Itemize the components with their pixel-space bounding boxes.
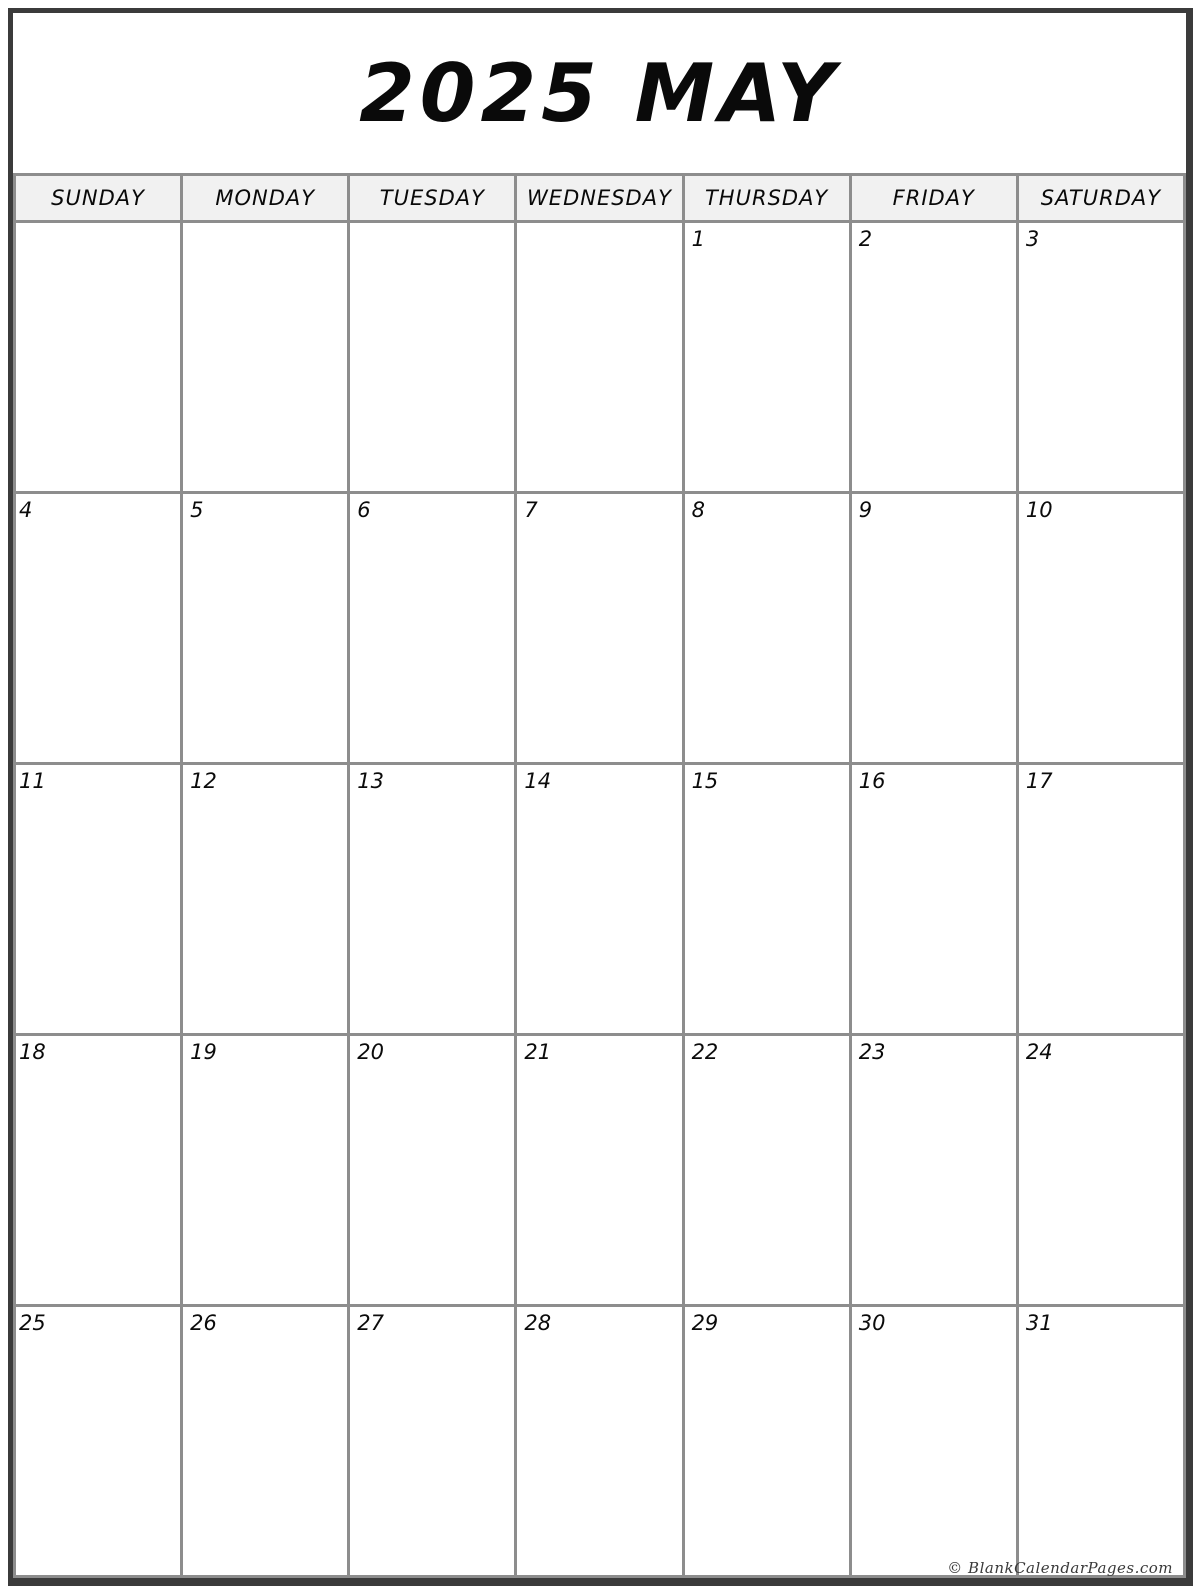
day-cell-1 (685, 223, 849, 491)
day-number: 18 (19, 1040, 46, 1064)
day-cell-21 (517, 1036, 681, 1304)
day-cell-31 (1019, 1307, 1183, 1575)
weekday-header-wednesday: WEDNESDAY (517, 176, 681, 220)
calendar-title: 2025 MAY (359, 46, 840, 140)
weekday-header-tuesday: TUESDAY (350, 176, 514, 220)
day-number: 7 (524, 498, 538, 522)
day-cell-24 (1019, 1036, 1183, 1304)
empty-day-cell (517, 223, 681, 491)
day-number: 10 (1025, 498, 1053, 522)
day-number: 24 (1025, 1040, 1053, 1064)
day-cell-8 (685, 494, 849, 762)
day-cell-25 (16, 1307, 180, 1575)
day-cell-20 (350, 1036, 514, 1304)
day-number: 9 (858, 498, 873, 522)
day-cell-16 (852, 765, 1016, 1033)
day-cell-30 (852, 1307, 1016, 1575)
day-cell-14 (517, 765, 681, 1033)
day-number: 19 (190, 1040, 217, 1064)
empty-day-cell (350, 223, 514, 491)
watermark-credit: © BlankCalendarPages.com (947, 1559, 1173, 1577)
day-cell-4 (16, 494, 180, 762)
day-cell-27 (350, 1307, 514, 1575)
calendar-grid (13, 173, 1186, 1578)
day-number: 22 (691, 1040, 719, 1064)
day-number: 29 (691, 1311, 719, 1335)
day-cell-6 (350, 494, 514, 762)
day-cell-5 (183, 494, 347, 762)
day-number: 16 (858, 769, 886, 793)
day-number: 17 (1025, 769, 1053, 793)
empty-day-cell (183, 223, 347, 491)
weekday-header-sunday: SUNDAY (16, 176, 180, 220)
day-number: 26 (190, 1311, 217, 1335)
day-cell-13 (350, 765, 514, 1033)
day-number: 25 (19, 1311, 46, 1335)
day-number: 27 (357, 1311, 385, 1335)
day-cell-19 (183, 1036, 347, 1304)
day-number: 21 (524, 1040, 552, 1064)
day-number: 31 (1025, 1311, 1053, 1335)
day-number: 4 (19, 498, 33, 522)
day-number: 6 (357, 498, 371, 522)
day-number: 1 (691, 227, 705, 251)
day-cell-22 (685, 1036, 849, 1304)
weekday-header-thursday: THURSDAY (685, 176, 849, 220)
day-number: 28 (524, 1311, 552, 1335)
day-number: 14 (524, 769, 552, 793)
day-number: 13 (357, 769, 385, 793)
day-cell-3 (1019, 223, 1183, 491)
day-cell-23 (852, 1036, 1016, 1304)
day-number: 5 (190, 498, 204, 522)
day-cell-26 (183, 1307, 347, 1575)
day-number: 3 (1025, 227, 1040, 251)
day-number: 11 (19, 769, 46, 793)
empty-day-cell (16, 223, 180, 491)
day-number: 20 (357, 1040, 385, 1064)
day-number: 8 (691, 498, 705, 522)
day-cell-11 (16, 765, 180, 1033)
day-number: 23 (858, 1040, 886, 1064)
day-cell-10 (1019, 494, 1183, 762)
weekday-header-friday: FRIDAY (852, 176, 1016, 220)
day-number: 15 (691, 769, 719, 793)
day-cell-15 (685, 765, 849, 1033)
day-cell-7 (517, 494, 681, 762)
day-cell-28 (517, 1307, 681, 1575)
calendar-frame (8, 8, 1193, 1586)
day-number: 2 (858, 227, 873, 251)
day-cell-17 (1019, 765, 1183, 1033)
day-cell-2 (852, 223, 1016, 491)
day-number: 30 (858, 1311, 886, 1335)
day-cell-18 (16, 1036, 180, 1304)
day-cell-12 (183, 765, 347, 1033)
day-number: 12 (190, 769, 217, 793)
day-cell-29 (685, 1307, 849, 1575)
title-area (13, 13, 1186, 173)
day-cell-9 (852, 494, 1016, 762)
weekday-header-saturday: SATURDAY (1019, 176, 1183, 220)
weekday-header-monday: MONDAY (183, 176, 347, 220)
